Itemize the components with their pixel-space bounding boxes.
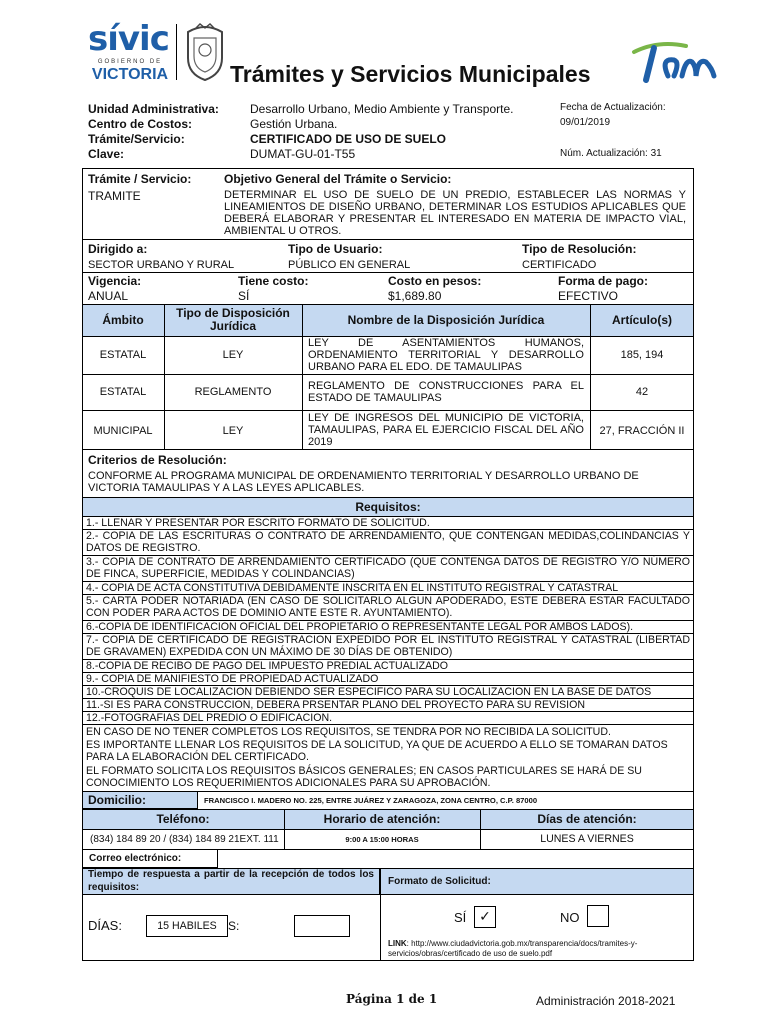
divider [82,239,694,240]
header-tipo: Tipo de Disposición Jurídica [176,306,290,333]
row-line [82,724,694,725]
unidad-label: Unidad Administrativa: [88,102,219,116]
table-row-3-nombre: LEY DE INGRESOS DEL MUNICIPIO DE VICTORIA, TAMAULIPAS, PARA EL EJERCICIO FISCAL DEL AÑO 2019 [308,412,584,448]
row-line [82,410,694,411]
clave-label: Clave: [88,147,125,161]
fecha-value: 09/01/2019 [560,117,611,128]
tipo-usuario-label: Tipo de Usuario: [288,242,383,256]
nota-3: EL FORMATO SOLICITA LOS REQUISITOS BÁSICOS GENERALES; EN CASOS PARTICULARES SE HARÁ DE SU CONOCIMIENTO LOS REQUERIMIENTOS ADICIONALES PARA SU APROBACIÓN. [86,765,642,789]
table-row-3-ambito: MUNICIPAL [93,425,153,437]
criterios-text: CONFORME AL PROGRAMA MUNICIPAL DE ORDENAMIENTO TERRITORIAL Y DESARROLLO URBANO DE VICTORIA TAMAULIPAS Y A LAS LEYES APLICABLES. [88,470,639,494]
table-row-2-nombre: REGLAMENTO DE CONSTRUCCIONES PARA EL ESTADO DE TAMAULIPAS [308,380,584,404]
table-row-1-tipo: LEY [222,349,244,361]
criterios-label: Criterios de Resolución: [88,453,227,467]
table-row-2-articulo: 42 [635,386,649,398]
telefono-label: Teléfono: [156,812,210,826]
fecha-label: Fecha de Actualización: [560,102,666,113]
costo-value: $1,689.80 [388,289,442,303]
requisito-1: 1.- LLENAR Y PRESENTAR POR ESCRITO FORMATO DE SOLICITUD. [86,517,430,529]
unidad-value: Desarrollo Urbano, Medio Ambiente y Transporte. [250,102,514,116]
formato-label: Formato de Solicitud: [388,876,491,887]
tam-logo [628,36,720,86]
coat-of-arms-icon [184,22,226,82]
header-ambito: Ámbito [102,313,144,327]
tramite-label: Trámite/Servicio: [88,132,185,146]
col-line [302,304,303,449]
nota-2: ES IMPORTANTE LLENAR LOS REQUISITOS DE LA SOLICITUD, YA QUE DE ACUERDO A ELLO SE TOMARAN DATOS PARA LA ELABORACIÓN DEL CERTIFICADO. [86,739,668,763]
tipo-usuario-value: PÚBLICO EN GENERAL [288,259,411,271]
sivic-logo [88,20,172,84]
requisito-6: 6.-COPIA DE IDENTIFICACION OFICIAL DEL PROPIETARIO O REPRESENTANTE LEGAL POR AMBOS LADOS). [86,621,634,633]
header-nombre: Nombre de la Disposición Jurídica [347,313,545,327]
requisito-9: 9.- COPIA DE MANIFIESTO DE PROPIEDAD ACTUALIZADO [86,673,379,685]
tramite-value: CERTIFICADO DE USO DE SUELO [250,132,447,146]
requisito-4: 4.- COPIA DE ACTA CONSTITUTIVA DEBIDAMENTE INSCRITA EN EL INSTITUTO REGISTRAL Y CATASTRAL [86,582,619,594]
requisito-8: 8.-COPIA DE RECIBO DE PAGO DEL IMPUESTO PREDIAL ACTUALIZADO [86,660,449,672]
check-icon: ✓ [479,909,491,925]
dirigido-value: SECTOR URBANO Y RURAL [88,259,235,271]
requisito-3: 3.- COPIA DE CONTRATO DE ARRENDAMIENTO CERTIFICADO (QUE CONTENGA DATOS DE REGISTRO Y/O NÚMERO DE FINCA, SUPERFICIE, MEDIDAS Y COLINDANCIAS) [86,556,690,580]
table-row-2-tipo: REGLAMENTO [194,386,272,398]
horas-value-box [294,915,350,937]
tiempo-label: Tiempo de respuesta a partir de la recepción de todos los requisitos: [88,869,374,893]
no-checkbox[interactable] [587,905,609,927]
forma-pago-value: EFECTIVO [558,289,619,303]
tiene-costo-label: Tiene costo: [238,274,309,288]
requisitos-title: Requisitos: [355,500,421,514]
num-actualizacion: Núm. Actualización: 31 [560,148,662,159]
objetivo-text: DETERMINAR EL USO DE SUELO DE UN PREDIO, ESTABLECER LAS NORMAS Y LINEAMIENTOS DE DISEÑO URBANO, DETERMINAR LOS ESTUDIOS APLICABLES QUE DEBERÁ ELABORAR Y PRESENTAR EL INTERESADO EN MATERIA DE IMPACTO VIAL, AMBIENTAL U OTROS. [224,189,686,237]
dias-label: Días de atención: [537,812,637,826]
table-row-3-tipo: LEY [222,425,244,437]
requisito-2: 2.- COPIA DE LAS ESCRITURAS O CONTRATO DE ARRENDAMIENTO, QUE CONTENGAN MEDIDAS,COLINDANCIAS Y DATOS DE REGISTRO. [86,530,690,554]
dias-value: 15 HABILES [157,920,217,932]
table-row-1-articulo: 185, 194 [620,349,664,361]
table-row-3-articulo: 27, FRACCIÓN II [599,425,685,437]
domicilio-value: FRANCISCO I. MADERO NO. 225, ENTRE JUÁREZ Y ZARAGOZA, ZONA CENTRO, C.P. 87000 [204,796,538,805]
link-url[interactable]: : http://www.ciudadvictoria.gob.mx/transparencia/docs/tramites-y-servicios/obras/certificado de uso de suelo.pdf [388,939,638,958]
requisito-11: 11.-SI ES PARA CONSTRUCCION, DEBERA PRSENTAR PLANO DEL PROYECTO PARA SU REVISION [86,699,586,711]
dirigido-label: Dirigido a: [88,242,148,256]
requisito-12: 12.-FOTOGRAFIAS DEL PREDIO O EDIFICACION. [86,712,333,724]
requisito-5: 5.- CARTA PODER NOTARIADA (EN CASO DE SOLICITARLO ALGUN APODERADO, ESTE DEBERA ESTAR FACULTADO CON PODER PARA ACTOS DE DOMINIO ANTE ESTE R. AYUNTAMIENTO). [86,595,690,619]
tipo-resolucion-value: CERTIFICADO [522,259,597,271]
table-row-1-nombre: LEY DE ASENTAMIENTOS HUMANOS, ORDENAMIENTO TERRITORIAL Y DESARROLLO URBANO PARA EL EDO. DE TAMAULIPAS [308,337,584,373]
horas-partial: S: [228,919,240,933]
sivic-logo-gobierno: GOBIERNO DE [97,59,163,65]
sivic-logo-victoria: VICTORIA [91,66,169,83]
horario-value: 9:00 A 15:00 HORAS [345,835,419,844]
si-checkbox[interactable] [474,906,496,928]
horario-label: Horario de atención: [323,812,441,826]
row-line [82,449,694,450]
sivic-logo-text: sívic [88,19,169,59]
dias-respuesta-label: DÍAS: [88,918,122,933]
vigencia-label: Vigencia: [88,274,142,288]
costo-label: Costo en pesos: [388,274,482,288]
page-number: Página 1 de 1 [346,992,438,1006]
link-block[interactable] [388,939,688,959]
domicilio-label: Domicilio: [88,793,147,807]
tipo-resolucion-label: Tipo de Resolución: [522,242,637,256]
forma-pago-label: Forma de pago: [558,274,649,288]
logo-divider [176,24,177,80]
s1-tramite-label: Trámite / Servicio: [88,172,192,186]
header-articulo: Artículo(s) [612,313,672,327]
centro-value: Gestión Urbana. [250,117,338,131]
vigencia-value: ANUAL [88,289,129,303]
link-label: LINK [388,939,407,948]
objetivo-label: Objetivo General del Trámite o Servicio: [224,172,452,186]
s1-tramite-value: TRAMITE [88,189,141,203]
page-title: Trámites y Servicios Municipales [230,61,591,87]
no-label: NO [560,910,580,925]
tiene-costo-value: SÍ [238,289,250,303]
col-line [380,868,381,961]
table-row-2-ambito: ESTATAL [99,386,147,398]
table-row-1-ambito: ESTATAL [99,349,147,361]
requisito-10: 10.-CROQUIS DE LOCALIZACION DEBIENDO SER ESPECIFICO PARA SU LOCALIZACION EN LA BASE DE DATOS [86,686,652,698]
dias-value: LUNES A VIERNES [540,833,634,845]
row-line [82,374,694,375]
admin-period: Administración 2018-2021 [536,994,676,1008]
requisito-7: 7.- COPIA DE CERTIFICADO DE REGISTRACION EXPEDIDO POR EL INSTITUTO REGISTRAL Y CATASTRAL (LIBERTAD DE GRAVAMEN) EXPEDIDA CON UN MÁXIMO DE 30 DÍAS DE OBTENIDO) [86,634,690,658]
clave-value: DUMAT-GU-01-T55 [250,147,356,161]
correo-label: Correo electrónico: [89,853,182,864]
telefono-value: (834) 184 89 20 / (834) 184 89 21EXT. 111 [90,834,279,845]
divider [82,272,694,273]
nota-1: EN CASO DE NO TENER COMPLETOS LOS REQUISITOS, SE TENDRA POR NO RECIBIDA LA SOLICITUD. [86,726,611,738]
centro-label: Centro de Costos: [88,117,193,131]
si-label: SÍ [454,910,467,925]
